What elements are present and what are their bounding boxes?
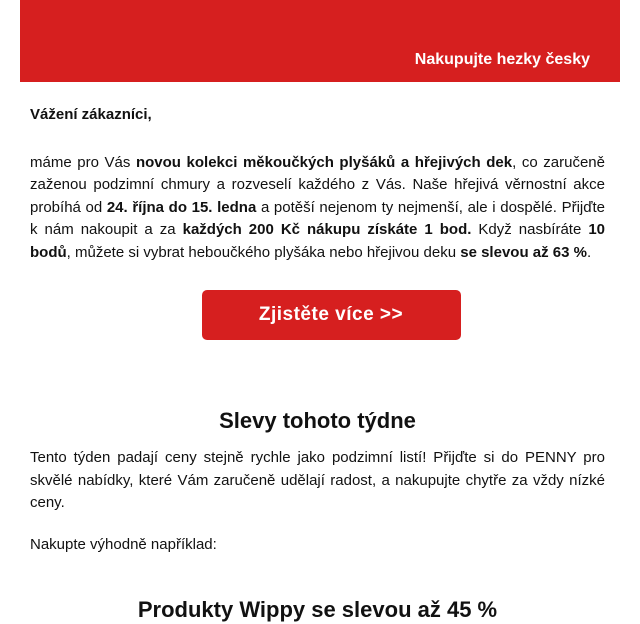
intro-text: a potěší nejenom ty nejmenší, ale i dospělé. Přijďte k nám nakoupit a za	[30, 198, 605, 238]
product-heading: Produkty Wippy se slevou až 45 %	[137, 597, 498, 622]
weekly-deals-text: Tento týden padají ceny stejně rychle jako podzimní listí! Přijďte si do PENNY pro skvělé nabídky, které Vám zaručeně udělají radost, a nakupujte chytře za vždy nízké ceny.	[30, 449, 605, 511]
intro-highlight: 24. října do 15. ledna	[106, 198, 257, 216]
intro-text: , co zaručeně zaženou podzimní chmury a rozveselí každého z Vás. Naše hřejivá věrnostní akce probíhá od	[30, 153, 605, 216]
intro-text: .	[586, 243, 592, 261]
weekly-deals-heading: Slevy tohoto týdne	[219, 408, 416, 433]
intro-paragraph	[30, 152, 605, 265]
cta-container	[30, 290, 605, 340]
banner-tagline: Nakupujte hezky česky	[414, 51, 590, 68]
email-body	[30, 98, 605, 624]
intro-highlight: každých 200 Kč nákupu získáte 1 bod.	[182, 221, 472, 238]
intro-highlight: 10 bodů	[30, 221, 605, 261]
greeting: Vážení zákazníci,	[30, 106, 152, 123]
intro-text: , můžete si vybrat heboučkého plyšáka nebo hřejivou deku	[66, 243, 461, 261]
example-intro: Nakupte výhodně například:	[30, 535, 217, 553]
learn-more-button[interactable]: Zjistěte více >>	[202, 290, 461, 340]
intro-highlight: novou kolekci měkoučkých plyšáků a hřejivých dek	[135, 153, 513, 171]
intro-text: máme pro Vás	[30, 153, 136, 171]
intro-highlight: se slevou až 63 %	[460, 243, 587, 261]
intro-text: Když nasbíráte	[471, 221, 589, 238]
header-banner	[20, 0, 620, 82]
